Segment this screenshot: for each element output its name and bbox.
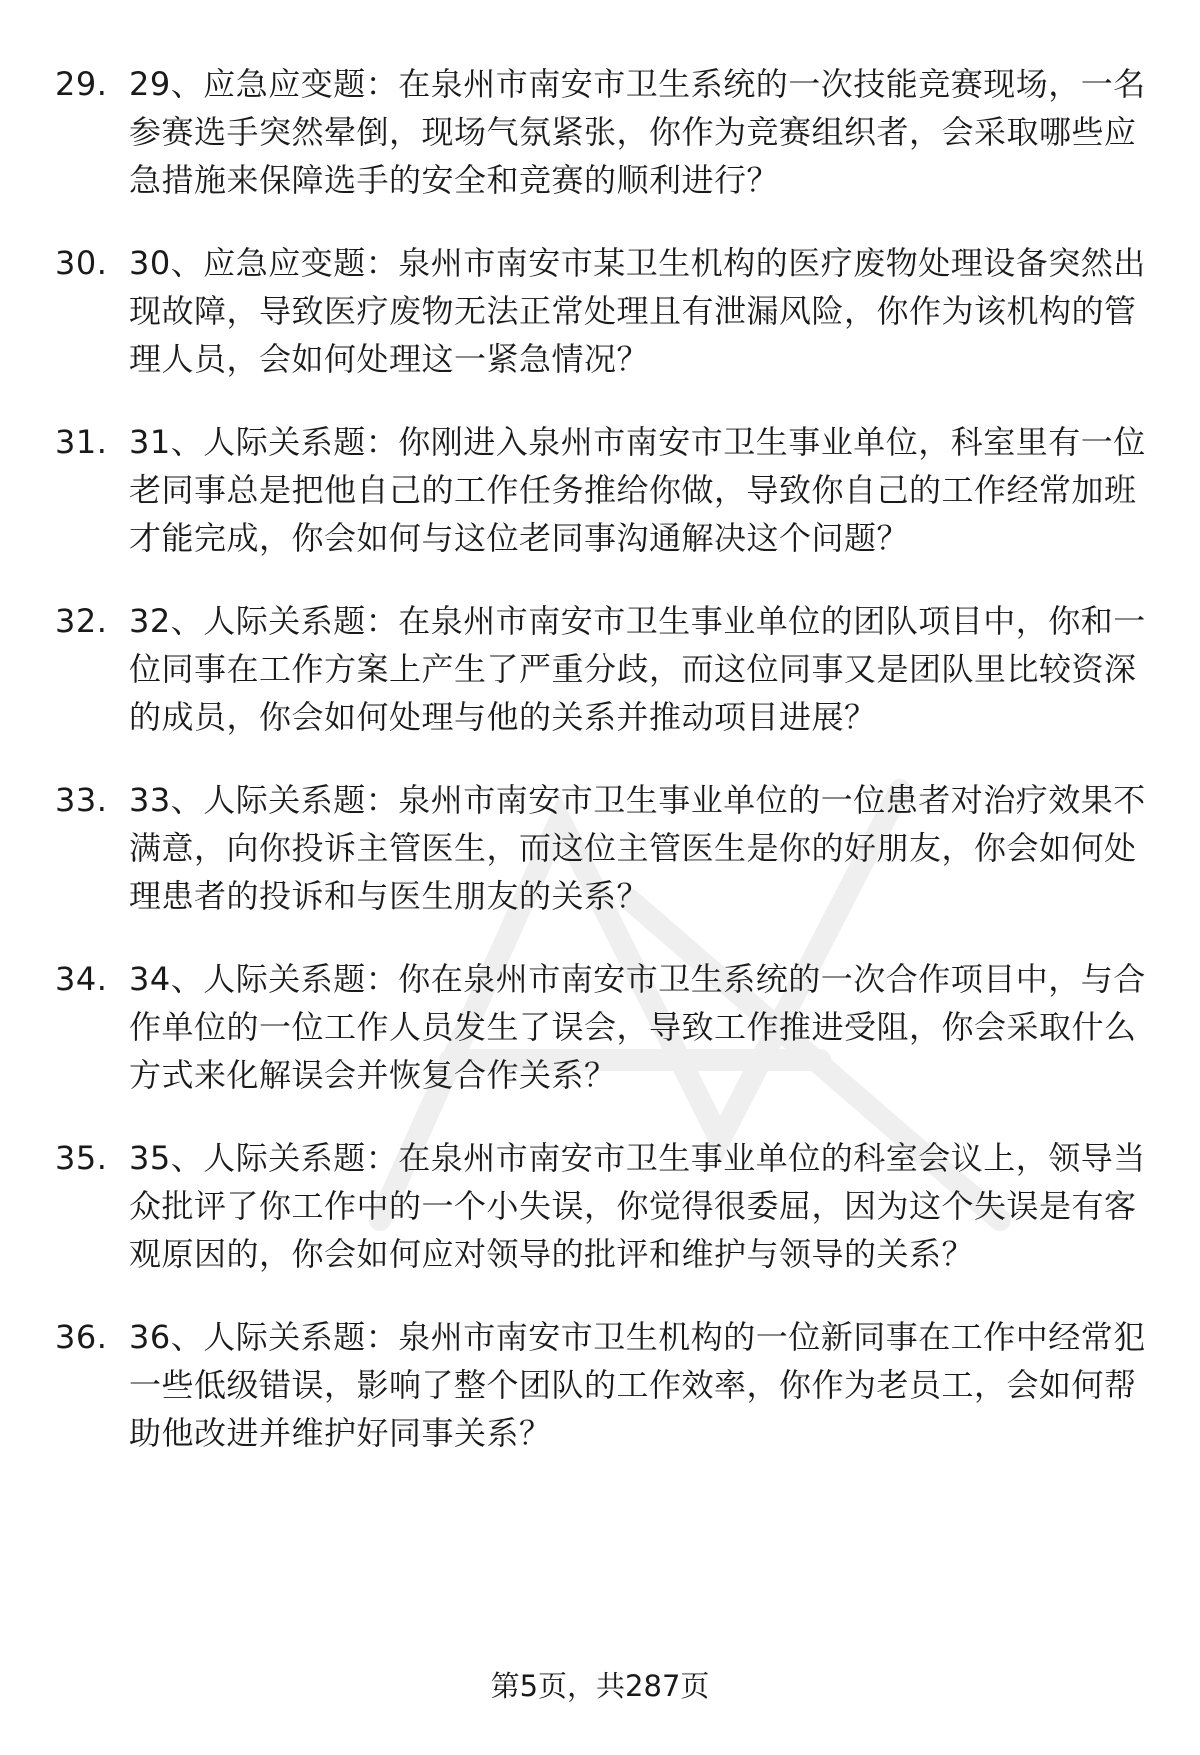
- question-number: 29.: [55, 65, 108, 103]
- question-item: [55, 1313, 1165, 1457]
- question-text: 32、人际关系题：在泉州市南安市卫生事业单位的团队项目中，你和一位同事在工作方案上产生了严重分歧，而这位同事又是团队里比较资深的成员，你会如何处理与他的关系并推动项目进展？: [129, 602, 1146, 736]
- question-item: [55, 60, 1165, 204]
- question-text: 29、应急应变题：在泉州市南安市卫生系统的一次技能竞赛现场，一名参赛选手突然晕倒，现场气氛紧张，你作为竞赛组织者，会采取哪些应急措施来保障选手的安全和竞赛的顺利进行？: [129, 65, 1146, 199]
- question-text: 30、应急应变题：泉州市南安市某卫生机构的医疗废物处理设备突然出现故障，导致医疗废物无法正常处理且有泄漏风险，你作为该机构的管理人员，会如何处理这一紧急情况？: [129, 244, 1146, 378]
- question-number: 31.: [55, 423, 108, 461]
- question-number: 30.: [55, 244, 108, 282]
- question-text: 31、人际关系题：你刚进入泉州市南安市卫生事业单位，科室里有一位老同事总是把他自己的工作任务推给你做，导致你自己的工作经常加班才能完成，你会如何与这位老同事沟通解决这个问题？: [129, 423, 1146, 557]
- question-text: 36、人际关系题：泉州市南安市卫生机构的一位新同事在工作中经常犯一些低级错误，影响了整个团队的工作效率，你作为老员工，会如何帮助他改进并维护好同事关系？: [129, 1318, 1146, 1452]
- question-item: [55, 418, 1165, 562]
- page-footer: 第5页，共287页: [490, 1669, 710, 1703]
- question-text: 33、人际关系题：泉州市南安市卫生事业单位的一位患者对治疗效果不满意，向你投诉主管医生，而这位主管医生是你的好朋友，你会如何处理患者的投诉和与医生朋友的关系？: [129, 781, 1146, 915]
- question-number: 32.: [55, 602, 108, 640]
- question-item: [55, 955, 1165, 1099]
- question-number: 33.: [55, 781, 108, 819]
- question-text: 35、人际关系题：在泉州市南安市卫生事业单位的科室会议上，领导当众批评了你工作中的一个小失误，你觉得很委屈，因为这个失误是有客观原因的，你会如何应对领导的批评和维护与领导的关系？: [129, 1139, 1146, 1273]
- question-number: 34.: [55, 960, 108, 998]
- question-text: 34、人际关系题：你在泉州市南安市卫生系统的一次合作项目中，与合作单位的一位工作人员发生了误会，导致工作推进受阻，你会采取什么方式来化解误会并恢复合作关系？: [129, 960, 1146, 1094]
- question-item: [55, 1134, 1165, 1278]
- question-item: [55, 597, 1165, 741]
- question-number: 36.: [55, 1318, 108, 1356]
- question-number: 35.: [55, 1139, 108, 1177]
- question-item: [55, 239, 1165, 383]
- question-item: [55, 776, 1165, 920]
- question-list: [55, 60, 1165, 1492]
